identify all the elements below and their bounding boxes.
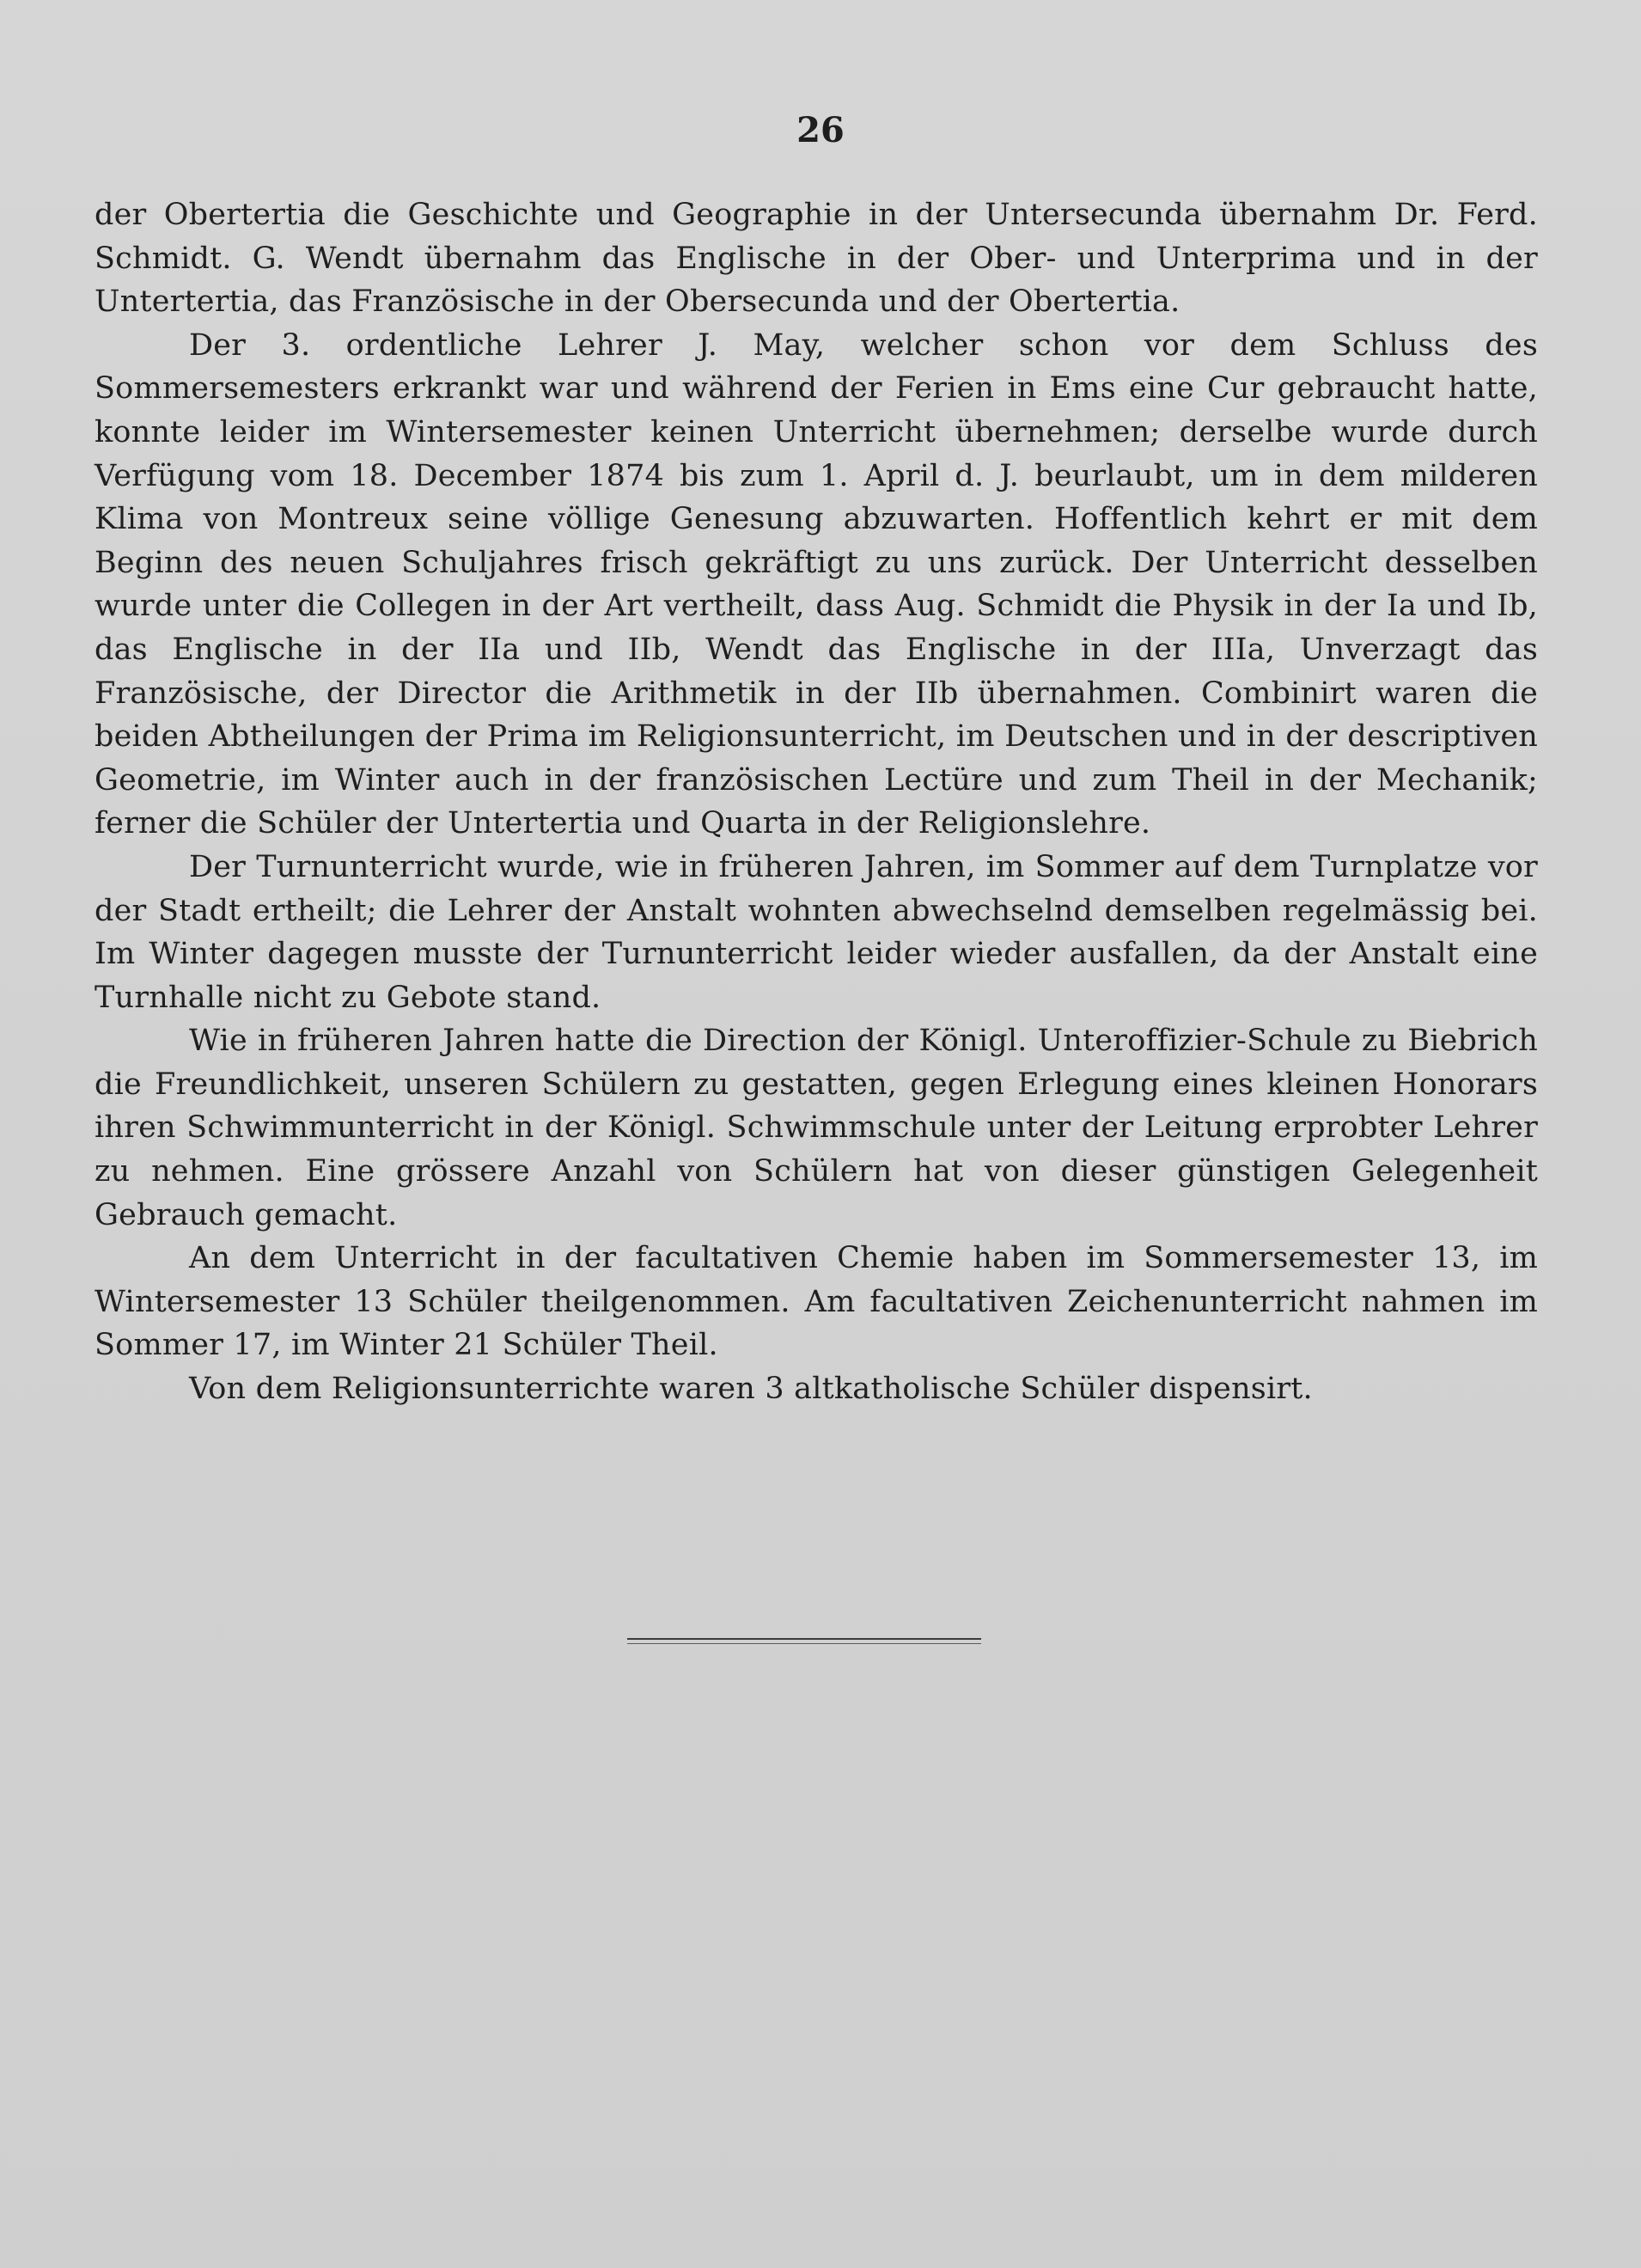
body-text: [95, 193, 1538, 1411]
page-number: 26: [796, 110, 845, 150]
paragraph: der Obertertia die Geschichte und Geographie in der Untersecunda übernahm Dr. Ferd. Schmidt. G. Wendt übernahm das Englische in der Ober- und Unterprima und in der Untertertia, das Französische in der Obersecunda und der Obertertia.: [95, 198, 1538, 320]
paragraph: Von dem Religionsunterrichte waren 3 altkatholische Schüler dispensirt.: [189, 1372, 1313, 1407]
paragraph: An dem Unterricht in der facultativen Chemie haben im Sommersemester 13, im Wintersemester 13 Schüler theilgenommen. Am facultativen Zeichenunterricht nahmen im Sommer 17, im Winter 21 Schüler Theil.: [95, 1241, 1538, 1363]
separator-rule: [627, 1643, 981, 1644]
separator-rule: [627, 1638, 981, 1640]
paragraph: Der 3. ordentliche Lehrer J. May, welcher schon vor dem Schluss des Sommersemesters erkrankt war und während der Ferien in Ems eine Cur gebraucht hatte, konnte leider im Wintersemester keinen Unterricht übernehmen; derselbe wurde durch Verfügung vom 18. December 1874 bis zum 1. April d. J. beurlaubt, um in dem milderen Klima von Montreux seine völlige Genesung abzuwarten. Hoffentlich kehrt er mit dem Beginn des neuen Schuljahres frisch gekräftigt zu uns zurück. Der Unterricht desselben wurde unter die Collegen in der Art vertheilt, dass Aug. Schmidt die Physik in der Ia und Ib, das Englische in der IIa und IIb, Wendt das Englische in der IIIa, Unverzagt das Französische, der Director die Arithmetik in der IIb übernahmen. Combinirt waren die beiden Abtheilungen der Prima im Religionsunterricht, im Deutschen und in der descriptiven Geometrie, im Winter auch in der französischen Lectüre und zum Theil in der Mechanik; ferner die Schüler der Untertertia und Quarta in der Religionslehre.: [95, 327, 1538, 841]
paragraph: Wie in früheren Jahren hatte die Direction der Königl. Unteroffizier-Schule zu Biebrich die Freundlichkeit, unseren Schülern zu gestatten, gegen Erlegung eines kleinen Honorars ihren Schwimmunterricht in der Königl. Schwimmschule unter der Leitung erprobter Lehrer zu nehmen. Eine grössere Anzahl von Schülern hat von dieser günstigen Gelegenheit Gebrauch gemacht.: [95, 1024, 1538, 1232]
paragraph: Der Turnunterricht wurde, wie in früheren Jahren, im Sommer auf dem Turnplatze vor der Stadt ertheilt; die Lehrer der Anstalt wohnten abwechselnd demselben regelmässig bei. Im Winter dagegen musste der Turnunterricht leider wieder ausfallen, da der Anstalt eine Turnhalle nicht zu Gebote stand.: [95, 849, 1538, 1015]
